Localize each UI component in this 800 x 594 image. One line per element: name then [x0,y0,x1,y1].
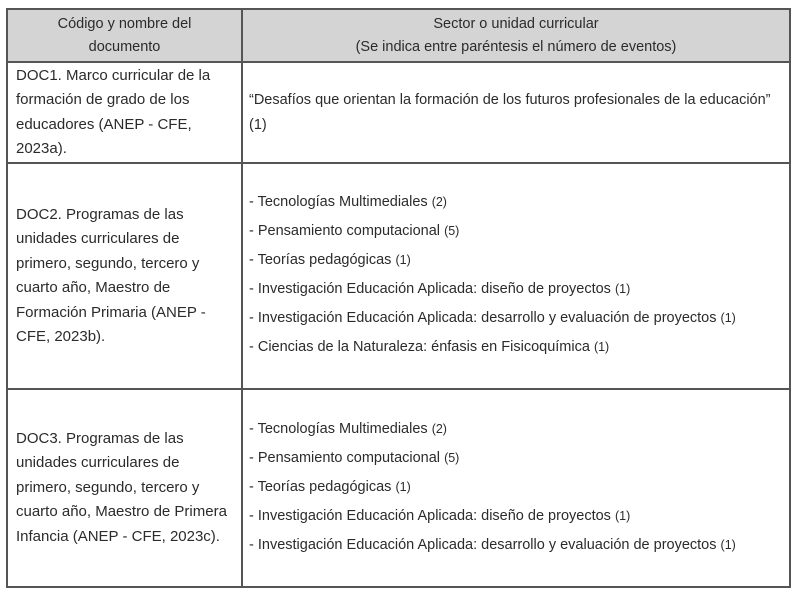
header-document-line2: documento [88,38,161,55]
sector-label: - Investigación Educación Aplicada: desarrollo y evaluación de proyectos [249,310,717,326]
event-count: (1) [614,508,631,523]
event-count: (1) [614,282,631,296]
sector-label: - Investigación Educación Aplicada: desarrollo y evaluación de proyectos [249,536,717,553]
list-item [249,308,783,329]
list-item [249,337,783,358]
event-count: (1) [720,311,736,325]
document-cell: DOC2. Programas de las unidades curriculares de primero, segundo, tercero y cuarto año, Maestro de Formación Primaria (ANEP - CFE, 2023b). [7,163,242,389]
document-cell: DOC3. Programas de las unidades curriculares de primero, segundo, tercero y cuarto año, Maestro de Primera Infancia (ANEP - CFE, 2023c). [7,389,242,587]
list-item [249,477,783,498]
list-item [249,506,783,527]
sector-label: - Ciencias de la Naturaleza: énfasis en Fisicoquímica [249,339,590,355]
list-item [249,535,783,556]
table-header-row [7,9,790,62]
list-item [249,419,783,440]
event-count: (1) [395,253,411,267]
event-count: (1) [593,340,610,354]
list-item [249,192,783,213]
sector-label: - Teorías pedagógicas [249,478,392,495]
header-sector [242,9,790,62]
list-item [249,448,783,469]
header-sector-line1: Sector o unidad curricular [433,15,599,32]
sector-label: - Tecnologías Multimediales [249,420,428,437]
header-document-line1: Código y nombre del [57,15,192,32]
event-count: (2) [431,421,447,436]
table-row [7,163,790,389]
table-row [7,389,790,587]
event-count: (5) [444,224,460,238]
sector-cell [242,163,790,389]
documents-table [6,8,791,588]
sector-label: - Teorías pedagógicas [249,252,392,268]
sector-list [249,192,783,358]
list-item [249,250,783,271]
list-item [249,221,783,242]
event-count: (1) [395,479,411,494]
document-cell: DOC1. Marco curricular de la formación de grado de los educadores (ANEP - CFE, 2023a). [7,62,242,163]
sector-label: - Investigación Educación Aplicada: diseño de proyectos [249,281,611,297]
sector-label: - Pensamiento computacional [249,223,441,239]
event-count: (2) [431,195,447,209]
sector-list [249,419,783,556]
sector-cell: “Desafíos que orientan la formación de los futuros profesionales de la educación” (1) [242,62,790,163]
sector-label: - Tecnologías Multimediales [249,194,428,210]
sector-cell [242,389,790,587]
list-item [249,279,783,300]
sector-label: - Pensamiento computacional [249,449,441,466]
sector-label: - Investigación Educación Aplicada: diseño de proyectos [249,507,611,524]
table-row [7,62,790,163]
event-count: (1) [720,537,736,552]
header-sector-line2: (Se indica entre paréntesis el número de eventos) [355,38,677,55]
event-count: (5) [444,450,460,465]
header-document [7,9,242,62]
